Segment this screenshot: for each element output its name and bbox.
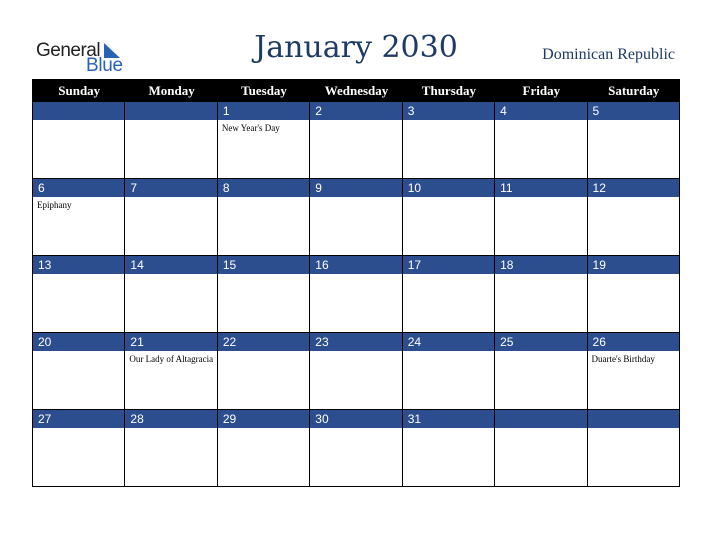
calendar-grid bbox=[32, 79, 680, 487]
holiday-label bbox=[125, 428, 216, 431]
calendar-day-cell bbox=[310, 179, 402, 256]
logo-word-blue: Blue bbox=[86, 55, 123, 76]
calendar-day-cell bbox=[125, 410, 217, 487]
calendar-day-cell bbox=[125, 179, 217, 256]
holiday-label: Epiphany bbox=[37, 200, 72, 210]
day-number: 10 bbox=[403, 179, 494, 197]
weekday-thursday: Thursday bbox=[421, 83, 476, 98]
holiday-label bbox=[33, 428, 124, 431]
day-number: 5 bbox=[588, 102, 679, 120]
day-number: 11 bbox=[495, 179, 586, 197]
calendar-day-cell bbox=[218, 102, 310, 179]
calendar-day-cell bbox=[495, 410, 587, 487]
day-number: 13 bbox=[33, 256, 124, 274]
holiday-label bbox=[495, 274, 586, 277]
weekday-header-row bbox=[33, 80, 680, 102]
holiday-label bbox=[33, 351, 124, 354]
day-number: 22 bbox=[218, 333, 309, 351]
holiday-label bbox=[310, 274, 401, 277]
calendar-day-cell bbox=[218, 410, 310, 487]
day-number: 3 bbox=[403, 102, 494, 120]
holiday-label bbox=[310, 351, 401, 354]
calendar-day-cell bbox=[310, 410, 402, 487]
calendar-day-cell bbox=[125, 102, 217, 179]
calendar-day-cell bbox=[218, 179, 310, 256]
day-number bbox=[495, 410, 586, 428]
calendar-week-row bbox=[33, 256, 680, 333]
day-number: 29 bbox=[218, 410, 309, 428]
day-number: 14 bbox=[125, 256, 216, 274]
calendar-day-cell bbox=[588, 333, 680, 410]
holiday-label bbox=[403, 197, 494, 200]
weekday-tuesday: Tuesday bbox=[241, 83, 287, 98]
holiday-label bbox=[218, 197, 309, 200]
calendar-day-cell bbox=[403, 410, 495, 487]
calendar-day-cell bbox=[33, 410, 125, 487]
calendar-weeks bbox=[33, 102, 680, 487]
day-number: 31 bbox=[403, 410, 494, 428]
holiday-label bbox=[495, 351, 586, 354]
weekday-monday: Monday bbox=[148, 83, 195, 98]
day-number: 18 bbox=[495, 256, 586, 274]
day-number bbox=[588, 410, 679, 428]
holiday-label bbox=[495, 120, 586, 123]
day-number: 4 bbox=[495, 102, 586, 120]
holiday-label bbox=[33, 120, 124, 123]
day-number: 30 bbox=[310, 410, 401, 428]
calendar-day-cell bbox=[403, 333, 495, 410]
calendar-day-cell bbox=[33, 256, 125, 333]
holiday-label bbox=[403, 120, 494, 123]
holiday-label bbox=[310, 197, 401, 200]
calendar-day-cell bbox=[588, 179, 680, 256]
calendar-day-cell bbox=[403, 102, 495, 179]
calendar-day-cell bbox=[495, 333, 587, 410]
holiday-label bbox=[218, 351, 309, 354]
day-number: 9 bbox=[310, 179, 401, 197]
holiday-label bbox=[403, 351, 494, 354]
day-number: 24 bbox=[403, 333, 494, 351]
day-number: 28 bbox=[125, 410, 216, 428]
calendar-day-cell bbox=[495, 256, 587, 333]
holiday-label bbox=[310, 428, 401, 431]
calendar-week-row bbox=[33, 410, 680, 487]
holiday-label: New Year's Day bbox=[221, 123, 280, 133]
holiday-label bbox=[403, 428, 494, 431]
day-number: 2 bbox=[310, 102, 401, 120]
day-number: 15 bbox=[218, 256, 309, 274]
day-number: 21 bbox=[125, 333, 216, 351]
country-name: Dominican Republic bbox=[542, 46, 675, 63]
holiday-label: Duarte's Birthday bbox=[591, 354, 655, 364]
calendar-week-row bbox=[33, 102, 680, 179]
day-number bbox=[125, 102, 216, 120]
holiday-label bbox=[125, 120, 216, 123]
calendar-day-cell bbox=[588, 410, 680, 487]
holiday-label bbox=[495, 428, 586, 431]
holiday-label bbox=[403, 274, 494, 277]
holiday-label bbox=[125, 197, 216, 200]
holiday-label bbox=[33, 274, 124, 277]
day-number: 23 bbox=[310, 333, 401, 351]
calendar-week-row bbox=[33, 333, 680, 410]
holiday-label bbox=[588, 428, 679, 431]
holiday-label bbox=[218, 274, 309, 277]
calendar-day-cell bbox=[403, 179, 495, 256]
holiday-label bbox=[125, 274, 216, 277]
logo-word-general: General bbox=[36, 40, 101, 61]
calendar-day-cell bbox=[218, 333, 310, 410]
calendar-day-cell bbox=[588, 102, 680, 179]
day-number: 12 bbox=[588, 179, 679, 197]
day-number: 1 bbox=[218, 102, 309, 120]
holiday-label bbox=[588, 197, 679, 200]
calendar-day-cell bbox=[33, 333, 125, 410]
day-number: 6 bbox=[33, 179, 124, 197]
calendar-day-cell bbox=[33, 102, 125, 179]
calendar-day-cell bbox=[310, 256, 402, 333]
holiday-label bbox=[588, 120, 679, 123]
calendar-day-cell bbox=[588, 256, 680, 333]
day-number: 7 bbox=[125, 179, 216, 197]
holiday-label bbox=[218, 428, 309, 431]
day-number: 16 bbox=[310, 256, 401, 274]
day-number: 26 bbox=[588, 333, 679, 351]
holiday-label bbox=[495, 197, 586, 200]
weekday-friday: Friday bbox=[522, 83, 561, 98]
day-number: 8 bbox=[218, 179, 309, 197]
calendar-week-row bbox=[33, 179, 680, 256]
calendar-day-cell bbox=[495, 179, 587, 256]
holiday-label bbox=[310, 120, 401, 123]
day-number: 19 bbox=[588, 256, 679, 274]
day-number bbox=[33, 102, 124, 120]
page-title: January 2030 bbox=[254, 30, 458, 65]
weekday-saturday: Saturday bbox=[608, 83, 660, 98]
calendar-day-cell bbox=[310, 102, 402, 179]
calendar-day-cell bbox=[33, 179, 125, 256]
weekday-sunday: Sunday bbox=[58, 83, 101, 98]
calendar-day-cell bbox=[125, 256, 217, 333]
day-number: 17 bbox=[403, 256, 494, 274]
calendar-day-cell bbox=[495, 102, 587, 179]
calendar-day-cell bbox=[310, 333, 402, 410]
day-number: 27 bbox=[33, 410, 124, 428]
calendar-day-cell bbox=[403, 256, 495, 333]
calendar-day-cell bbox=[218, 256, 310, 333]
holiday-label: Our Lady of Altagracia bbox=[129, 354, 214, 364]
weekday-wednesday: Wednesday bbox=[324, 83, 389, 98]
day-number: 20 bbox=[33, 333, 124, 351]
holiday-label bbox=[588, 274, 679, 277]
calendar-day-cell bbox=[125, 333, 217, 410]
day-number: 25 bbox=[495, 333, 586, 351]
